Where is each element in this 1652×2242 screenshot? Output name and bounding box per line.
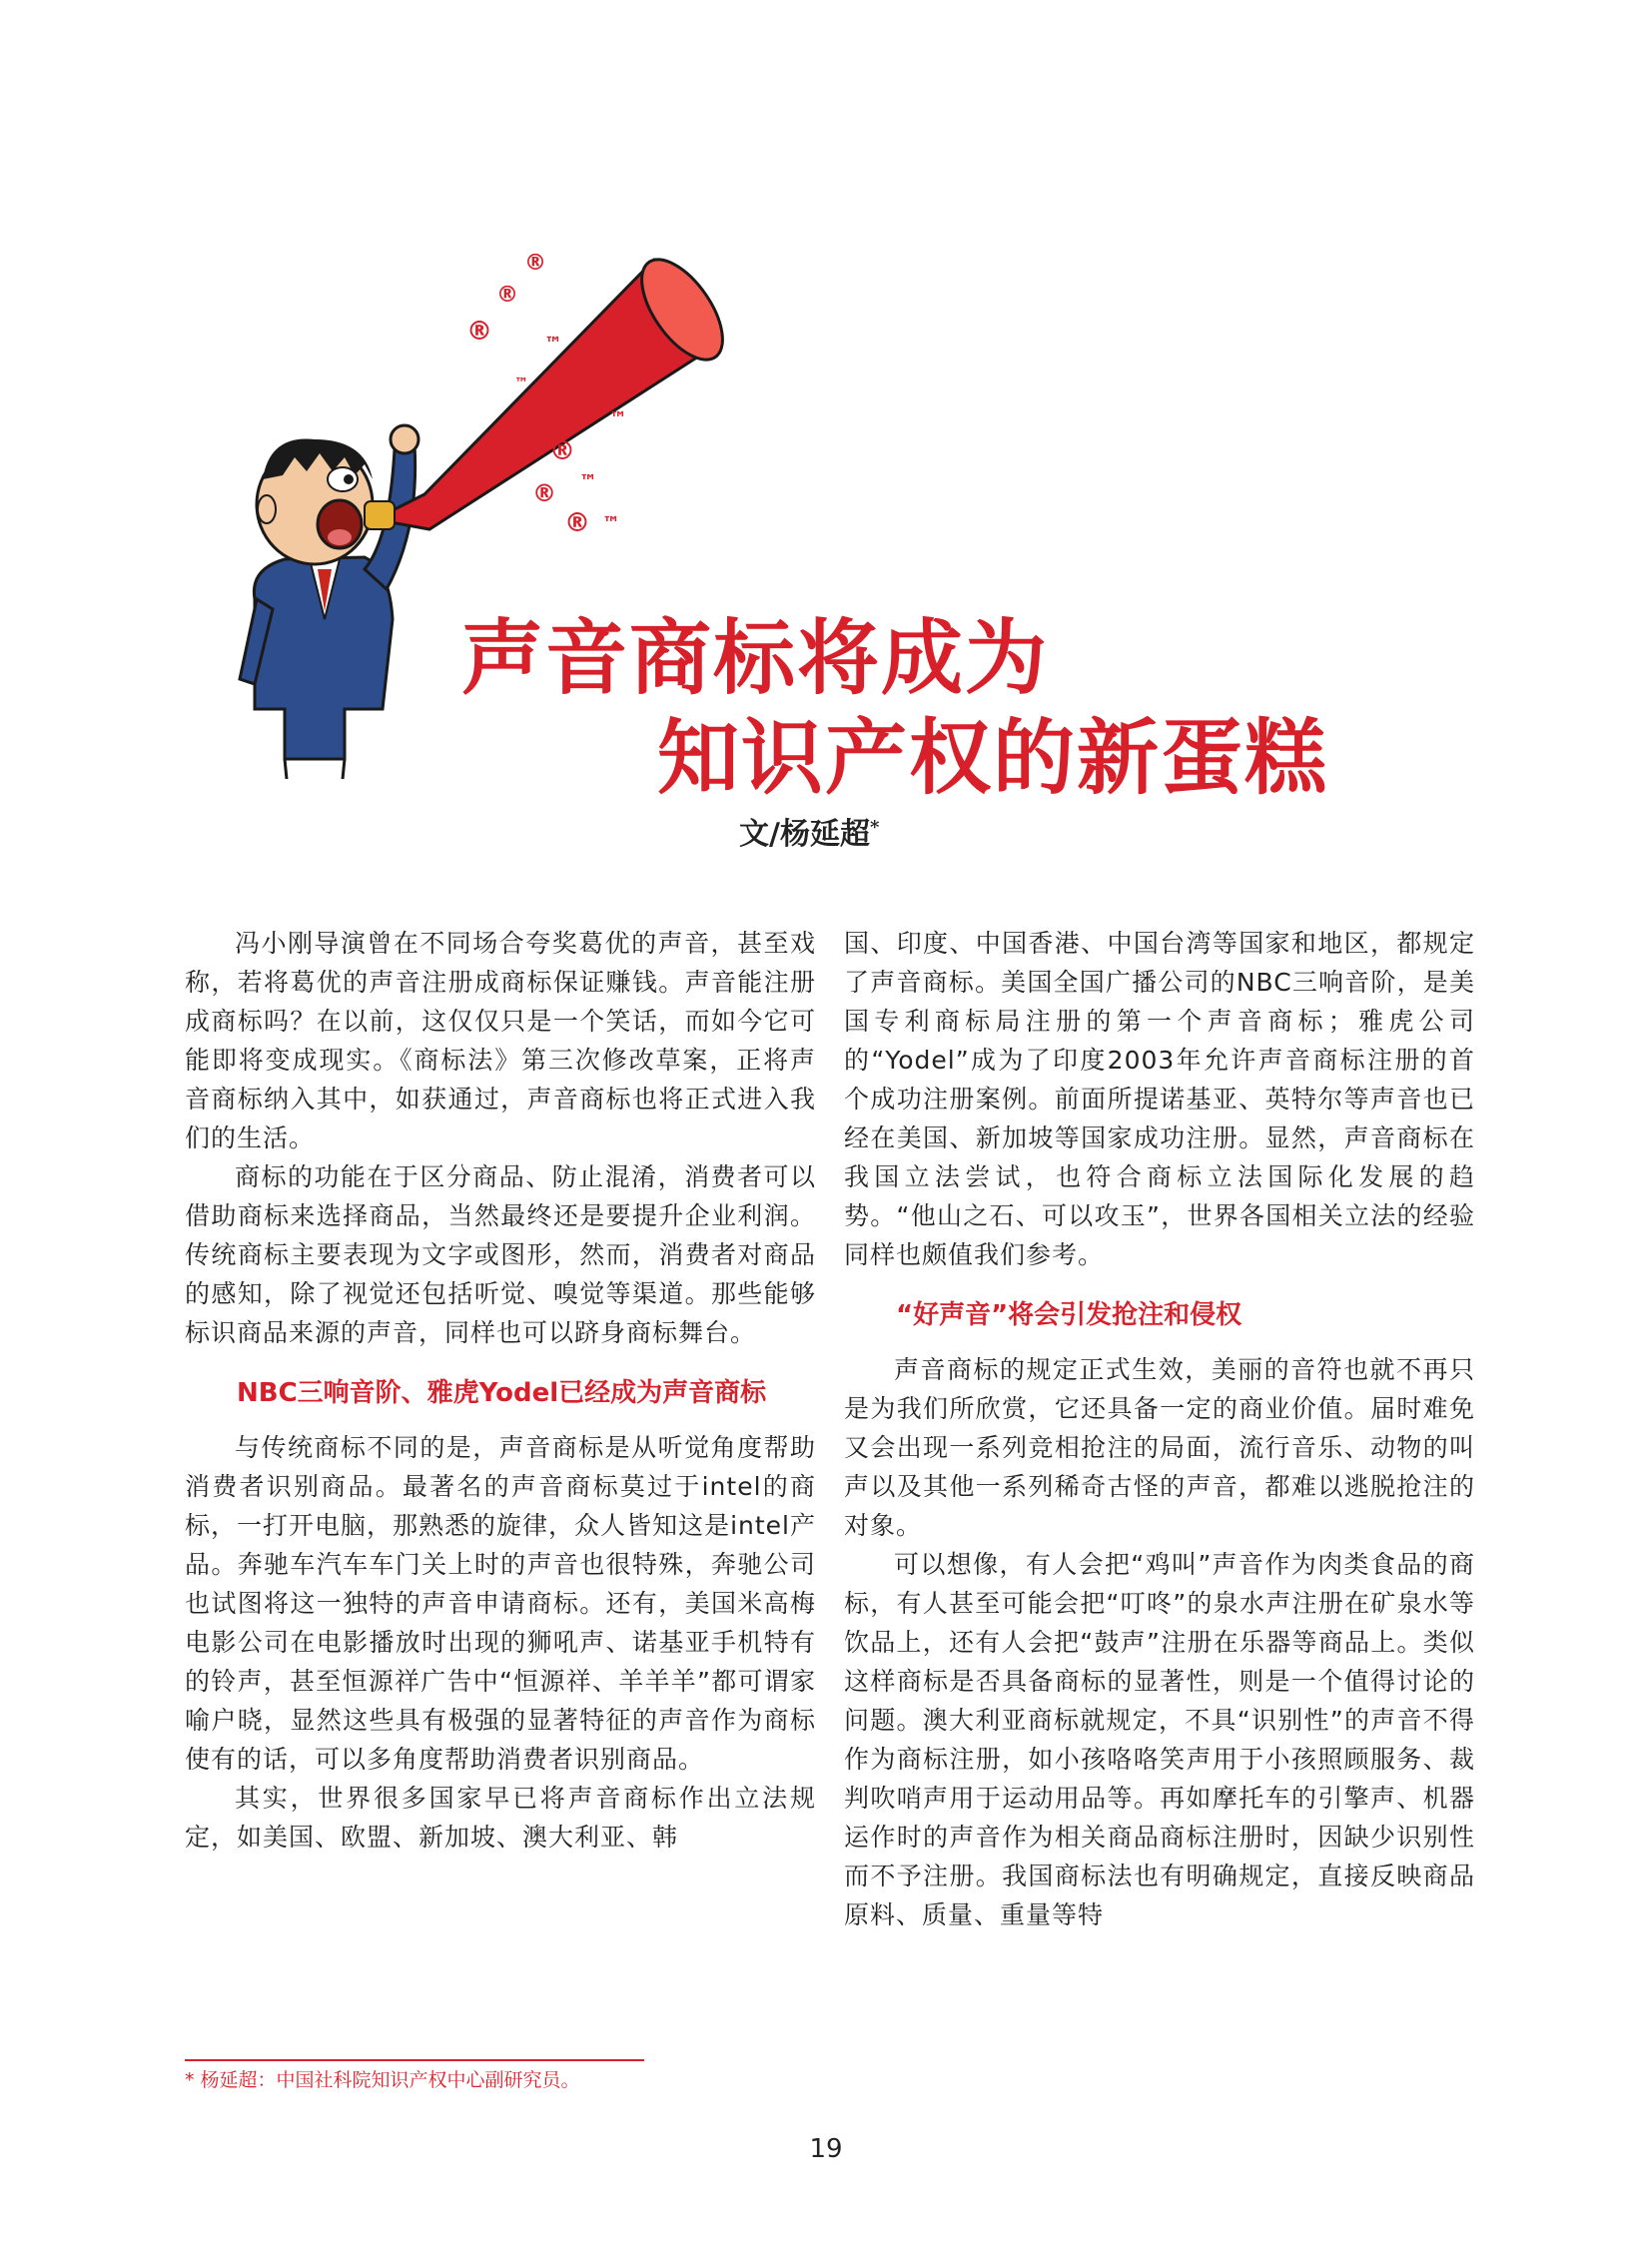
registered-mark: ® <box>466 317 492 347</box>
registered-mark: ® <box>524 251 546 276</box>
title-line-2: 知识产权的新蛋糕 <box>657 710 1329 806</box>
footnote-divider <box>185 2059 644 2061</box>
trademark-mark: ™ <box>602 513 620 534</box>
trademark-mark: ™ <box>526 403 544 424</box>
page-number: 19 <box>809 2134 843 2164</box>
column-left <box>185 924 816 1857</box>
trademark-mark: ™ <box>514 375 528 391</box>
title-line-1: 声音商标将成为 <box>461 610 1050 706</box>
registered-mark: ® <box>584 369 604 392</box>
paragraph: 与传统商标不同的是，声音商标是从听觉角度帮助消费者识别商品。最著名的声音商标莫过于intel的商标，一打开电脑，那熟悉的旋律，众人皆知这是intel产品。奔驰车汽车车门关上时的声音也很特殊，奔驰公司也试图将这一独特的声音申请商标。还有，美国米高梅电影公司在电影播放时出现的狮吼声、诺基亚手机特有的铃声，甚至恒源祥广告中“恒源祥、羊羊羊”都可谓家喻户晓，显然这些具有极强的显著特征的声音作为商标使有的话，可以多角度帮助消费者识别商品。 <box>185 1433 816 1774</box>
paragraph: 商标的功能在于区分商品、防止混淆，消费者可以借助商标来选择商品，当然最终还是要提升企业利润。传统商标主要表现为文字或图形，然而，消费者对商品的感知，除了视觉还包括听觉、嗅觉等渠道。那些能够标识商品来源的声音，同样也可以跻身商标舞台。 <box>185 1162 816 1347</box>
man-figure <box>240 425 418 779</box>
byline <box>739 809 879 853</box>
paragraph: 声音商标的规定正式生效，美丽的音符也就不再只是为我们所欣赏，它还具备一定的商业价值。届时难免又会出现一系列竞相抢注的局面，流行音乐、动物的叫声以及其他一系列稀奇古怪的声音，都难以逃脱抢注的对象。 <box>844 1355 1475 1540</box>
byline-footnote-mark: * <box>869 817 880 838</box>
trademark-mark: ™ <box>571 399 585 415</box>
registered-mark: ® <box>564 508 590 538</box>
trademark-mark: ™ <box>579 471 597 492</box>
section-heading: NBC三响音阶、雅虎Yodel已经成为声音商标 <box>237 1378 767 1408</box>
paragraph: 国、印度、中国香港、中国台湾等国家和地区，都规定了声音商标。美国全国广播公司的NBC三响音阶，是美国专利商标局注册的第一个声音商标；雅虎公司的“Yodel”成为了印度2003年允许声音商标注册的首个成功注册案例。前面所提诺基亚、英特尔等声音也已经在美国、新加坡等国家成功注册。显然，声音商标在我国立法尝试，也符合商标立法国际化发展的趋势。“他山之石、可以攻玉”，世界各国相关立法的经验同样也颇值我们参考。 <box>844 929 1475 1269</box>
paragraph: 冯小刚导演曾在不同场合夸奖葛优的声音，甚至戏称，若将葛优的声音注册成商标保证赚钱。声音能注册成商标吗？在以前，这仅仅只是一个笑话，而如今它可能即将变成现实。《商标法》第三次修改草案，正将声音商标纳入其中，如获通过，声音商标也将正式进入我们的生活。 <box>185 929 816 1152</box>
trademark-mark: ™ <box>544 334 562 355</box>
byline-text: 文/杨延超 <box>739 817 870 852</box>
paragraph: 可以想像，有人会把“鸡叫”声音作为肉类食品的商标，有人甚至可能会把“叮咚”的泉水声注册在矿泉水等饮品上，还有人会把“鼓声”注册在乐器等商品上。类似这样商标是否具备商标的显著性，则是一个值得讨论的问题。澳大利亚商标就规定，不具“识别性”的声音不得作为商标注册，如小孩咯咯笑声用于小孩照顾服务、裁判吹哨声用于运动用品等。再如摩托车的引擎声、机器运作时的声音作为相关商品商标注册时，因缺少识别性而不予注册。我国商标法也有明确规定，直接反映商品原料、质量、重量等特 <box>844 1550 1475 1929</box>
registered-mark: ® <box>532 479 556 507</box>
article-title <box>461 609 1460 809</box>
paragraph: 其实，世界很多国家早已将声音商标作出立法规定，如美国、欧盟、新加坡、澳大利亚、韩 <box>185 1784 816 1852</box>
registered-mark: ® <box>496 283 518 308</box>
footnote: * 杨延超：中国社科院知识产权中心副研究员。 <box>185 2069 580 2091</box>
registered-mark: ® <box>546 373 570 400</box>
section-heading: “好声音”将会引发抢注和侵权 <box>896 1300 1242 1330</box>
registered-mark: ® <box>549 436 575 466</box>
trademark-mark: ™ <box>609 408 627 429</box>
column-right <box>844 924 1475 1934</box>
